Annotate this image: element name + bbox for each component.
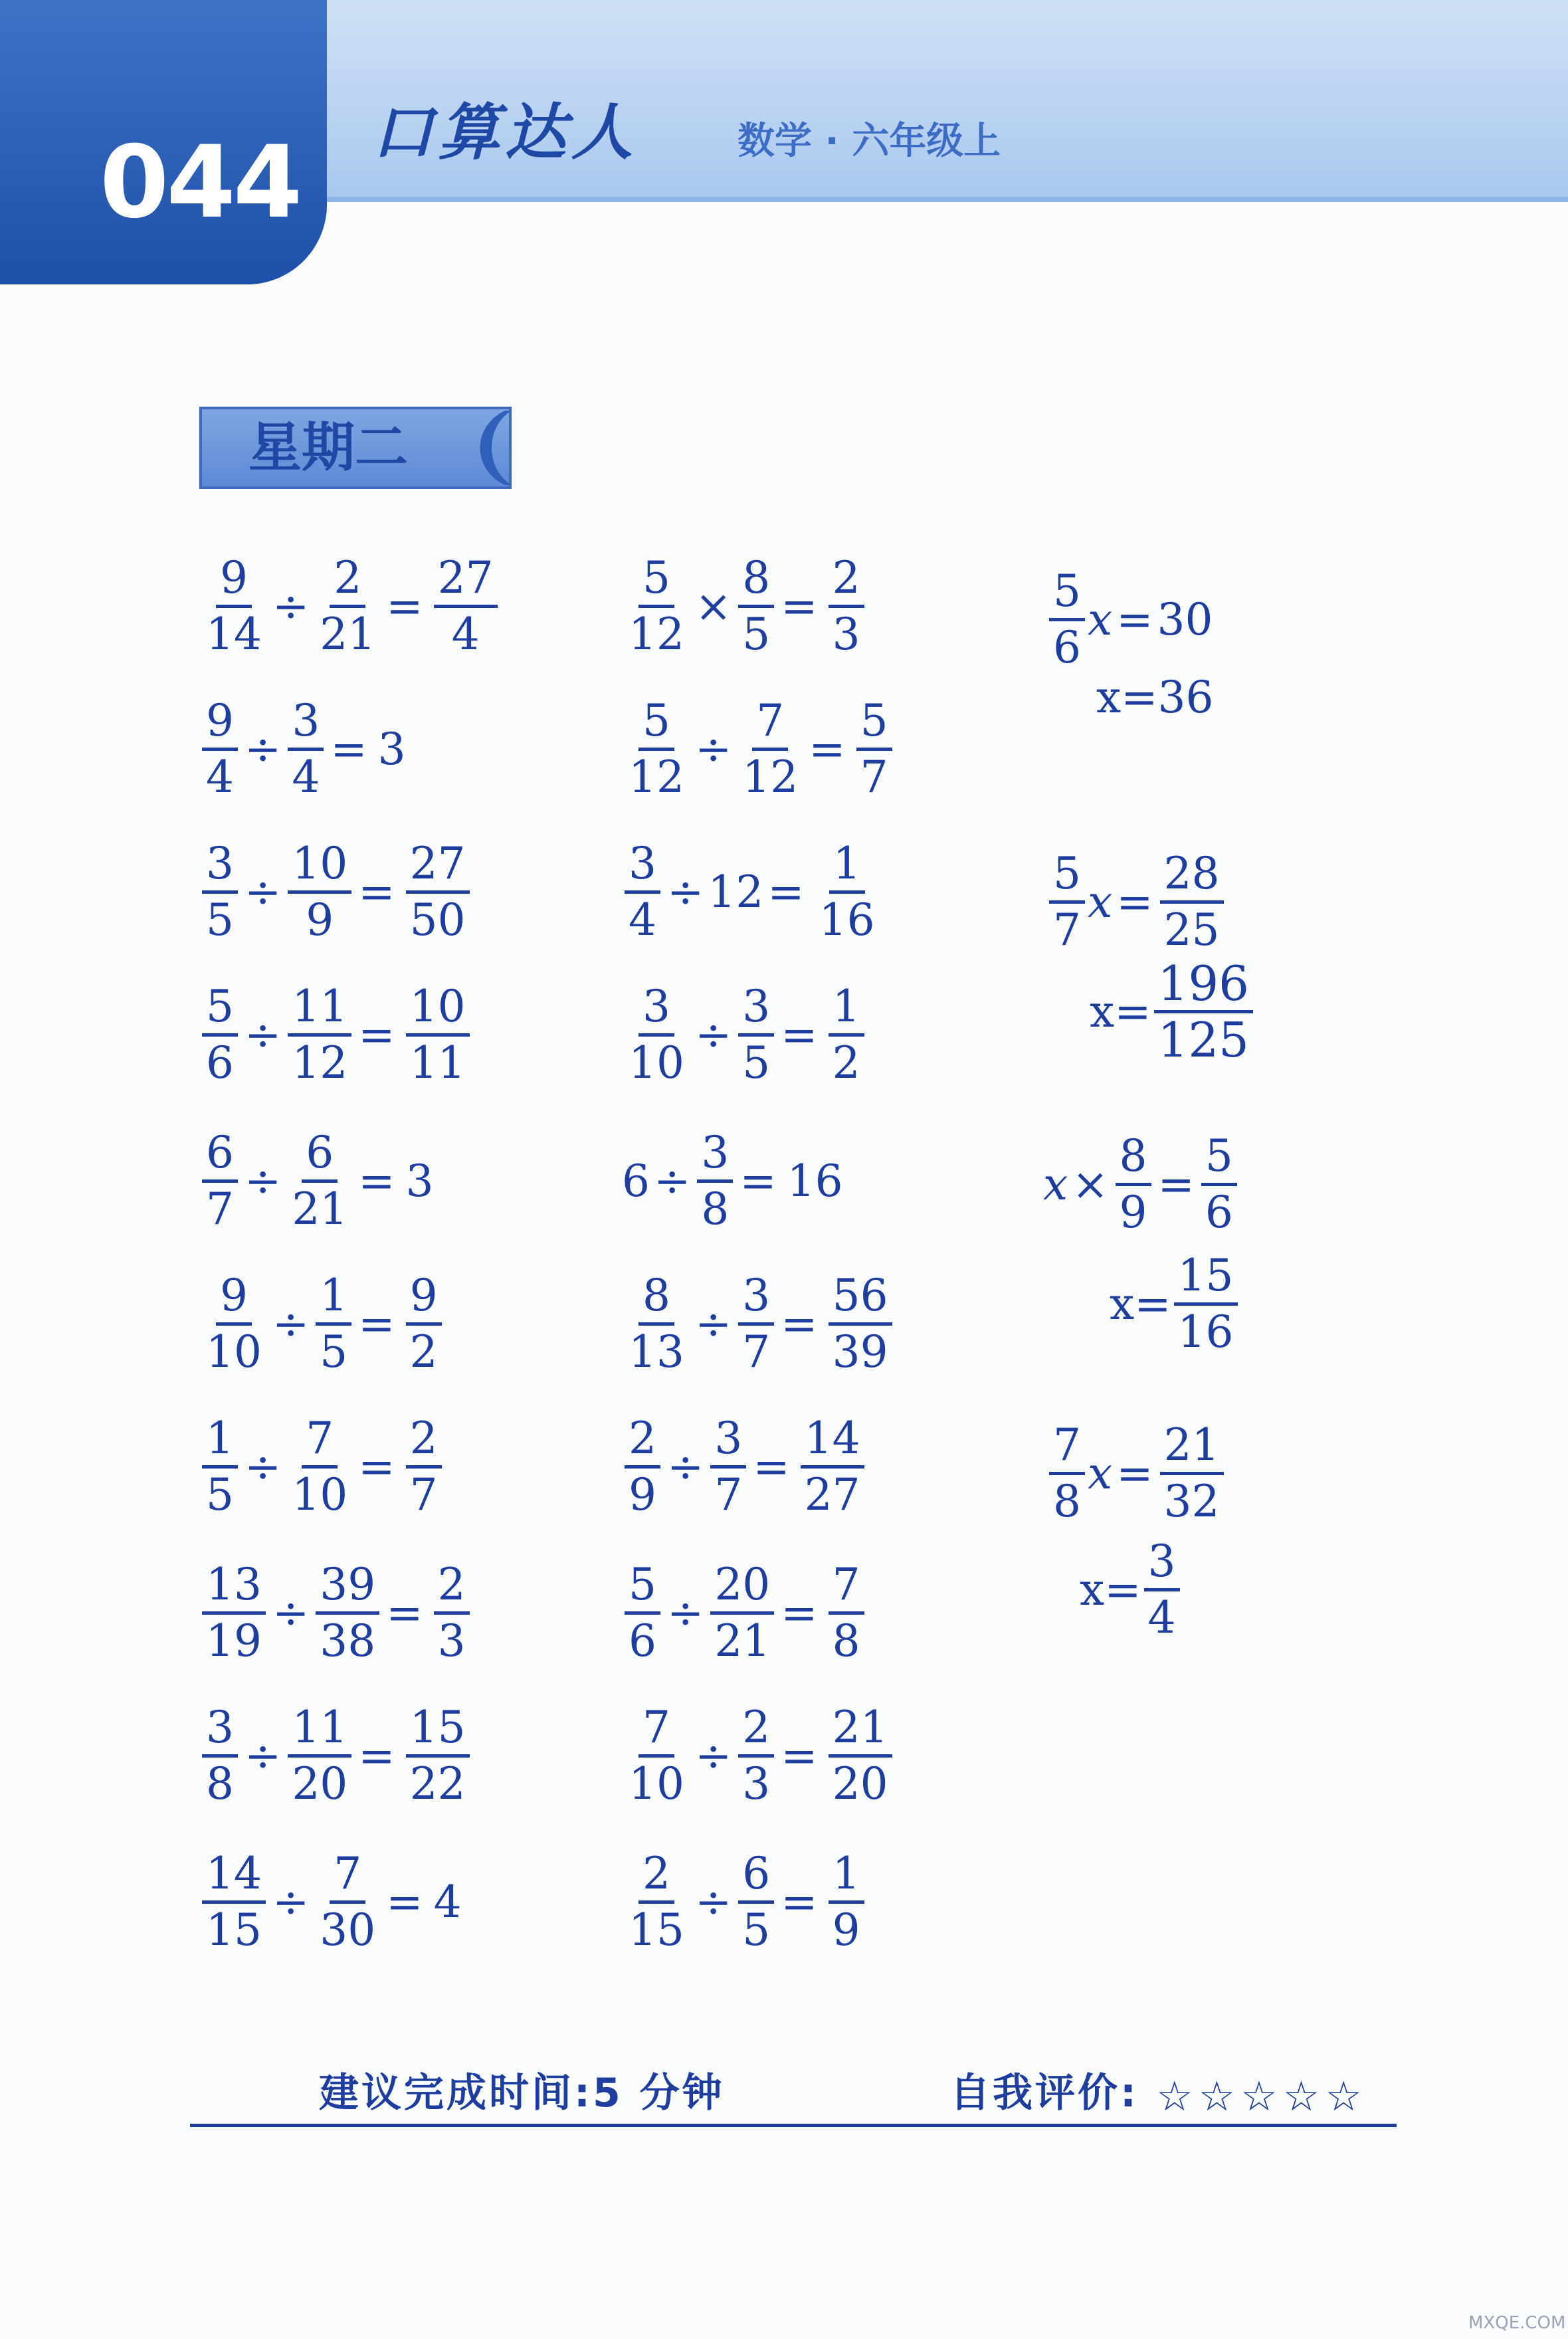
- operator-sign: ÷: [272, 1298, 310, 1350]
- operand-fraction-numerator: 3: [202, 1701, 238, 1758]
- operand-fraction-denominator: 5: [320, 1326, 348, 1377]
- answer-fraction: [815, 837, 879, 947]
- solution-fraction-numerator: 15: [1174, 1249, 1238, 1306]
- operand-fraction-numerator: 39: [316, 1558, 379, 1615]
- operand-fraction-numerator: 3: [738, 980, 774, 1037]
- tab-curl-decoration: [458, 407, 518, 489]
- solution-row: [1110, 1249, 1240, 1359]
- answer-fraction-numerator: 2: [434, 1558, 470, 1615]
- operator-sign: ÷: [245, 1155, 282, 1207]
- answer-fraction: [406, 1412, 442, 1522]
- equation-row: [1046, 1419, 1226, 1528]
- operand-fraction: [288, 980, 351, 1090]
- operand-fraction: [625, 694, 688, 804]
- operand-fraction-denominator: 5: [206, 1469, 234, 1520]
- operator-sign: ÷: [272, 1876, 310, 1928]
- equals-sign: =: [386, 580, 423, 632]
- equation-row: [1046, 847, 1226, 957]
- answer-fraction-numerator: 56: [829, 1269, 892, 1326]
- coefficient-fraction: [1049, 565, 1085, 674]
- equation-row: [1046, 565, 1213, 674]
- coefficient-fraction-denominator: 6: [1053, 622, 1081, 673]
- answer-fraction-denominator: 4: [451, 609, 480, 660]
- operand-fraction: [625, 1847, 688, 1957]
- answer-fraction-numerator: 2: [829, 552, 864, 608]
- operand-fraction-denominator: 14: [206, 609, 262, 660]
- variable-x: x: [1088, 593, 1113, 645]
- operator-sign: ÷: [245, 1441, 282, 1492]
- operator-sign: ÷: [694, 1730, 732, 1781]
- solution-prefix: x=: [1096, 672, 1158, 723]
- operator-sign: ÷: [272, 1587, 310, 1639]
- operand-fraction-denominator: 12: [742, 752, 799, 803]
- answer-fraction: [829, 1847, 864, 1957]
- operand-fraction: [202, 1269, 266, 1379]
- equals-sign: =: [753, 1441, 790, 1492]
- answer-fraction-denominator: 2: [832, 1037, 860, 1088]
- answer-fraction-denominator: 50: [409, 894, 466, 946]
- operand-fraction-denominator: 20: [292, 1758, 348, 1809]
- answer-fraction-denominator: 39: [832, 1326, 888, 1377]
- problem-row: [622, 1847, 867, 1957]
- equals-sign: =: [1116, 876, 1153, 928]
- solution-fraction-denominator: 4: [1147, 1592, 1176, 1643]
- operator-sign: ÷: [272, 580, 310, 632]
- operator-sign: ÷: [667, 866, 704, 918]
- problem-row: [622, 1412, 867, 1522]
- operand-number: 12: [708, 866, 764, 918]
- answer-fraction-numerator: 2: [406, 1412, 442, 1469]
- operator-sign: ÷: [245, 723, 282, 775]
- answer-fraction-denominator: 11: [409, 1037, 466, 1088]
- operand-fraction-denominator: 12: [629, 609, 684, 660]
- operand-fraction-numerator: 2: [638, 1847, 674, 1904]
- equals-sign: =: [358, 1009, 395, 1061]
- rhs-fraction-denominator: 6: [1205, 1187, 1233, 1238]
- answer-fraction-denominator: 9: [832, 1904, 860, 1956]
- operator-sign: ÷: [667, 1587, 704, 1639]
- answer-fraction-denominator: 3: [832, 609, 860, 660]
- operator-sign: ÷: [667, 1441, 704, 1492]
- operand-fraction: [288, 694, 324, 804]
- answer-fraction: [829, 980, 864, 1090]
- operand-fraction: [202, 552, 266, 661]
- equals-sign: =: [330, 723, 367, 775]
- equals-sign: =: [386, 1587, 423, 1639]
- operand-fraction-denominator: 15: [629, 1904, 684, 1956]
- operand-fraction-denominator: 7: [714, 1469, 743, 1520]
- solution-number: 36: [1157, 672, 1214, 723]
- answer-fraction-denominator: 22: [409, 1758, 466, 1809]
- coefficient-fraction: [1049, 1419, 1085, 1528]
- problem-row: [622, 1701, 895, 1811]
- operand-fraction: [738, 694, 802, 804]
- coefficient-fraction-numerator: 5: [1049, 565, 1085, 621]
- answer-fraction: [829, 1701, 892, 1811]
- problem-row: [622, 1126, 843, 1236]
- operand-fraction: [625, 1558, 660, 1668]
- solution-prefix: x=: [1080, 1564, 1141, 1615]
- operand-fraction-numerator: 3: [625, 837, 660, 894]
- answer-fraction: [406, 837, 470, 947]
- answer-number: 3: [405, 1155, 434, 1207]
- operand-fraction: [625, 837, 660, 947]
- solution-prefix: x=: [1110, 1278, 1171, 1330]
- operand-fraction: [316, 552, 379, 661]
- answer-fraction-denominator: 8: [832, 1615, 860, 1667]
- rhs-fraction: [1160, 847, 1224, 957]
- coefficient-fraction-numerator: 8: [1116, 1130, 1151, 1186]
- answer-fraction-numerator: 27: [406, 837, 470, 894]
- problem-row: [199, 1126, 434, 1236]
- operand-fraction-denominator: 7: [742, 1326, 771, 1377]
- operator-sign: ÷: [694, 1298, 732, 1350]
- operator-sign: ÷: [245, 1730, 282, 1781]
- book-title-logo: 口算达人: [372, 97, 638, 168]
- operand-fraction-denominator: 38: [320, 1615, 376, 1667]
- rating-stars: ☆☆☆☆☆: [1156, 2072, 1367, 2120]
- operand-fraction-numerator: 5: [638, 552, 674, 608]
- variable-x: x: [1088, 1447, 1113, 1499]
- equals-sign: =: [781, 1876, 818, 1928]
- operand-fraction-numerator: 11: [288, 980, 351, 1037]
- equals-sign: =: [809, 723, 846, 775]
- problem-row: [199, 552, 500, 661]
- problem-row: [199, 837, 472, 947]
- operand-fraction: [697, 1126, 733, 1236]
- operand-fraction-denominator: 6: [206, 1037, 234, 1088]
- operand-fraction-numerator: 6: [302, 1126, 338, 1183]
- operand-number: 6: [622, 1155, 650, 1207]
- equals-sign: =: [781, 1730, 818, 1781]
- operand-fraction-denominator: 5: [742, 1904, 771, 1956]
- rhs-fraction-numerator: 21: [1160, 1419, 1224, 1475]
- operand-fraction-numerator: 2: [625, 1412, 660, 1469]
- equals-sign: =: [358, 1298, 395, 1350]
- rhs-number: 30: [1157, 593, 1213, 645]
- operand-fraction-denominator: 10: [206, 1326, 262, 1377]
- operand-fraction: [625, 552, 688, 661]
- operand-fraction-numerator: 9: [202, 694, 238, 751]
- answer-fraction: [434, 552, 498, 661]
- rhs-fraction-numerator: 28: [1160, 847, 1224, 904]
- answer-fraction-denominator: 7: [860, 752, 888, 803]
- answer-fraction: [801, 1412, 864, 1522]
- operand-fraction: [625, 980, 688, 1090]
- rhs-fraction-denominator: 32: [1163, 1476, 1220, 1527]
- rhs-fraction: [1201, 1130, 1237, 1239]
- answer-number: 4: [433, 1876, 462, 1928]
- operand-fraction-numerator: 7: [638, 1701, 674, 1758]
- book-subtitle: 数学 · 六年级上: [737, 120, 1001, 163]
- answer-fraction: [406, 980, 470, 1090]
- operand-fraction-denominator: 12: [292, 1037, 348, 1088]
- equals-sign: =: [358, 1155, 395, 1207]
- operand-fraction-denominator: 10: [292, 1469, 348, 1520]
- operand-fraction-numerator: 7: [302, 1412, 338, 1469]
- answer-fraction-denominator: 3: [437, 1615, 466, 1667]
- equals-sign: =: [781, 1009, 818, 1061]
- operator-sign: ×: [1072, 1158, 1109, 1210]
- operand-fraction-numerator: 2: [330, 552, 365, 608]
- problem-row: [622, 694, 895, 804]
- operand-fraction: [202, 980, 238, 1090]
- operator-sign: ÷: [245, 1009, 282, 1061]
- operand-fraction-denominator: 13: [629, 1326, 684, 1377]
- answer-fraction-numerator: 10: [406, 980, 470, 1037]
- operand-fraction-numerator: 3: [638, 980, 674, 1037]
- coefficient-fraction-numerator: 7: [1049, 1419, 1085, 1475]
- operand-fraction-numerator: 2: [738, 1701, 774, 1758]
- self-evaluation-label: 自我评价:: [950, 2070, 1139, 2116]
- operand-fraction: [202, 1412, 238, 1522]
- problem-row: [199, 694, 406, 804]
- equals-sign: =: [1116, 593, 1153, 645]
- operand-fraction: [202, 1558, 266, 1668]
- problem-row: [622, 552, 867, 661]
- answer-fraction: [856, 694, 892, 804]
- watermark: MXQE.COM: [1468, 2313, 1566, 2333]
- solution-fraction: [1174, 1249, 1238, 1359]
- equation-row: [1043, 1130, 1240, 1239]
- problem-row: [622, 1269, 895, 1379]
- operand-fraction-numerator: 14: [202, 1847, 266, 1904]
- variable-x: x: [1043, 1158, 1068, 1210]
- operand-fraction-denominator: 5: [742, 609, 771, 660]
- equals-sign: =: [1157, 1158, 1195, 1210]
- operand-fraction-numerator: 5: [638, 694, 674, 751]
- operand-fraction-denominator: 10: [629, 1758, 684, 1809]
- operand-fraction-denominator: 4: [206, 752, 234, 803]
- solution-prefix: x=: [1090, 985, 1151, 1037]
- page-number: 044: [100, 125, 300, 241]
- operand-fraction-denominator: 12: [629, 752, 684, 803]
- operand-fraction: [710, 1412, 746, 1522]
- operand-fraction-numerator: 11: [288, 1701, 351, 1758]
- problem-row: [199, 1701, 472, 1811]
- answer-fraction-numerator: 27: [434, 552, 498, 608]
- rhs-fraction: [1160, 1419, 1224, 1528]
- operand-fraction-numerator: 6: [202, 1126, 238, 1183]
- suggested-time: 建议完成时间:5 分钟: [319, 2070, 725, 2116]
- answer-number: 16: [787, 1155, 843, 1207]
- operator-sign: ÷: [694, 1009, 732, 1061]
- operand-fraction-numerator: 9: [216, 552, 252, 608]
- answer-fraction-numerator: 14: [801, 1412, 864, 1469]
- operand-fraction-denominator: 30: [320, 1904, 376, 1956]
- answer-number: 3: [377, 723, 406, 775]
- coefficient-fraction-denominator: 7: [1053, 904, 1081, 956]
- operand-fraction-numerator: 1: [202, 1412, 238, 1469]
- operand-fraction-denominator: 15: [206, 1904, 262, 1956]
- operand-fraction: [288, 1701, 351, 1811]
- operand-fraction-numerator: 8: [738, 552, 774, 608]
- operand-fraction: [316, 1269, 351, 1379]
- operand-fraction-numerator: 7: [330, 1847, 365, 1904]
- operand-fraction-denominator: 5: [206, 894, 234, 946]
- rhs-fraction-numerator: 5: [1201, 1130, 1237, 1186]
- operand-fraction: [625, 1269, 688, 1379]
- operand-fraction-denominator: 7: [206, 1183, 234, 1235]
- coefficient-fraction-denominator: 9: [1119, 1187, 1147, 1238]
- problem-row: [622, 1558, 867, 1668]
- operand-fraction: [625, 1412, 660, 1522]
- operand-fraction-denominator: 8: [701, 1183, 730, 1235]
- operand-fraction-numerator: 3: [738, 1269, 774, 1326]
- operand-fraction-numerator: 3: [710, 1412, 746, 1469]
- answer-fraction-numerator: 1: [829, 837, 865, 894]
- operand-fraction-numerator: 5: [202, 980, 238, 1037]
- equals-sign: =: [358, 1730, 395, 1781]
- operand-fraction-denominator: 6: [629, 1615, 656, 1667]
- solution-fraction-denominator: 125: [1157, 1012, 1249, 1068]
- operand-fraction: [710, 1558, 774, 1668]
- equals-sign: =: [781, 1587, 818, 1639]
- operand-fraction-numerator: 3: [697, 1126, 733, 1183]
- coefficient-fraction: [1116, 1130, 1151, 1239]
- operator-sign: ÷: [654, 1155, 691, 1207]
- problem-row: [199, 1412, 444, 1522]
- operand-fraction-numerator: 5: [625, 1558, 660, 1615]
- operand-fraction: [202, 1701, 238, 1811]
- operand-fraction-numerator: 9: [216, 1269, 252, 1326]
- problem-row: [622, 980, 867, 1090]
- operand-fraction: [625, 1701, 688, 1811]
- operand-fraction: [202, 837, 238, 947]
- operand-fraction-numerator: 6: [738, 1847, 774, 1904]
- operand-fraction-denominator: 19: [206, 1615, 262, 1667]
- operand-fraction: [288, 1412, 351, 1522]
- operand-fraction: [316, 1558, 379, 1668]
- operand-fraction-denominator: 8: [206, 1758, 234, 1809]
- coefficient-fraction: [1049, 847, 1085, 957]
- answer-fraction-numerator: 7: [829, 1558, 864, 1615]
- rhs-fraction-denominator: 25: [1163, 904, 1220, 956]
- operand-fraction: [288, 837, 351, 947]
- operand-fraction: [738, 980, 774, 1090]
- problem-row: [199, 1269, 444, 1379]
- equals-sign: =: [1116, 1447, 1153, 1499]
- operand-fraction: [316, 1847, 379, 1957]
- answer-fraction-denominator: 16: [819, 894, 875, 946]
- answer-fraction-numerator: 15: [406, 1701, 470, 1758]
- equals-sign: =: [386, 1876, 423, 1928]
- operand-fraction-numerator: 1: [316, 1269, 351, 1326]
- operand-fraction-denominator: 9: [306, 894, 334, 946]
- problem-row: [199, 1847, 462, 1957]
- solution-fraction: [1154, 957, 1253, 1067]
- answer-fraction-denominator: 7: [409, 1469, 438, 1520]
- problem-row: [199, 980, 472, 1090]
- operand-fraction: [288, 1126, 351, 1236]
- equals-sign: =: [739, 1155, 777, 1207]
- solution-fraction-denominator: 16: [1177, 1306, 1234, 1358]
- operand-fraction: [738, 1269, 774, 1379]
- operand-fraction: [738, 552, 774, 661]
- answer-fraction-denominator: 2: [409, 1326, 438, 1377]
- solution-fraction-numerator: 3: [1144, 1535, 1180, 1591]
- solution-row: [1090, 957, 1256, 1067]
- operator-sign: ÷: [245, 866, 282, 918]
- coefficient-fraction-denominator: 8: [1053, 1476, 1081, 1527]
- operand-fraction-denominator: 21: [292, 1183, 348, 1235]
- answer-fraction: [434, 1558, 470, 1668]
- problem-row: [622, 837, 882, 947]
- footer-line: [190, 2124, 1397, 2127]
- operand-fraction-denominator: 21: [320, 609, 376, 660]
- variable-x: x: [1088, 876, 1113, 928]
- operand-fraction-denominator: 9: [629, 1469, 656, 1520]
- operator-sign: ÷: [694, 1876, 732, 1928]
- coefficient-fraction-numerator: 5: [1049, 847, 1085, 904]
- operand-fraction: [738, 1701, 774, 1811]
- operand-fraction: [202, 1126, 238, 1236]
- operand-fraction-denominator: 3: [742, 1758, 771, 1809]
- operand-fraction-denominator: 21: [714, 1615, 771, 1667]
- equals-sign: =: [781, 1298, 818, 1350]
- answer-fraction-numerator: 21: [829, 1701, 892, 1758]
- answer-fraction: [829, 1558, 864, 1668]
- operand-fraction-numerator: 3: [288, 694, 324, 751]
- operand-fraction: [202, 1847, 266, 1957]
- answer-fraction: [829, 552, 864, 661]
- operand-fraction-numerator: 10: [288, 837, 351, 894]
- answer-fraction-denominator: 27: [804, 1469, 860, 1520]
- day-label: 星期二: [248, 417, 408, 478]
- operand-fraction-numerator: 8: [638, 1269, 674, 1326]
- answer-fraction-numerator: 9: [406, 1269, 442, 1326]
- answer-fraction-numerator: 1: [829, 1847, 864, 1904]
- operand-fraction-denominator: 4: [629, 894, 656, 946]
- equals-sign: =: [767, 866, 805, 918]
- operand-fraction: [738, 1847, 774, 1957]
- answer-fraction: [406, 1701, 470, 1811]
- solution-row: [1080, 1535, 1183, 1645]
- operand-fraction-numerator: 7: [752, 694, 788, 751]
- equals-sign: =: [781, 580, 818, 632]
- problem-row: [199, 1558, 472, 1668]
- operand-fraction: [202, 694, 238, 804]
- solution-row: [1096, 671, 1214, 724]
- solution-fraction: [1144, 1535, 1180, 1645]
- operator-sign: ÷: [694, 723, 732, 775]
- answer-fraction-denominator: 20: [832, 1758, 888, 1809]
- answer-fraction-numerator: 5: [856, 694, 892, 751]
- operand-fraction-denominator: 5: [742, 1037, 771, 1088]
- operand-fraction-denominator: 10: [629, 1037, 684, 1088]
- operand-fraction-numerator: 3: [202, 837, 238, 894]
- operand-fraction-numerator: 20: [710, 1558, 774, 1615]
- operand-fraction-denominator: 4: [292, 752, 320, 803]
- solution-fraction-numerator: 196: [1154, 957, 1253, 1013]
- answer-fraction: [829, 1269, 892, 1379]
- operator-sign: ×: [694, 580, 732, 632]
- operand-fraction-numerator: 13: [202, 1558, 266, 1615]
- answer-fraction: [406, 1269, 442, 1379]
- answer-fraction-numerator: 1: [829, 980, 864, 1037]
- equals-sign: =: [358, 866, 395, 918]
- equals-sign: =: [358, 1441, 395, 1492]
